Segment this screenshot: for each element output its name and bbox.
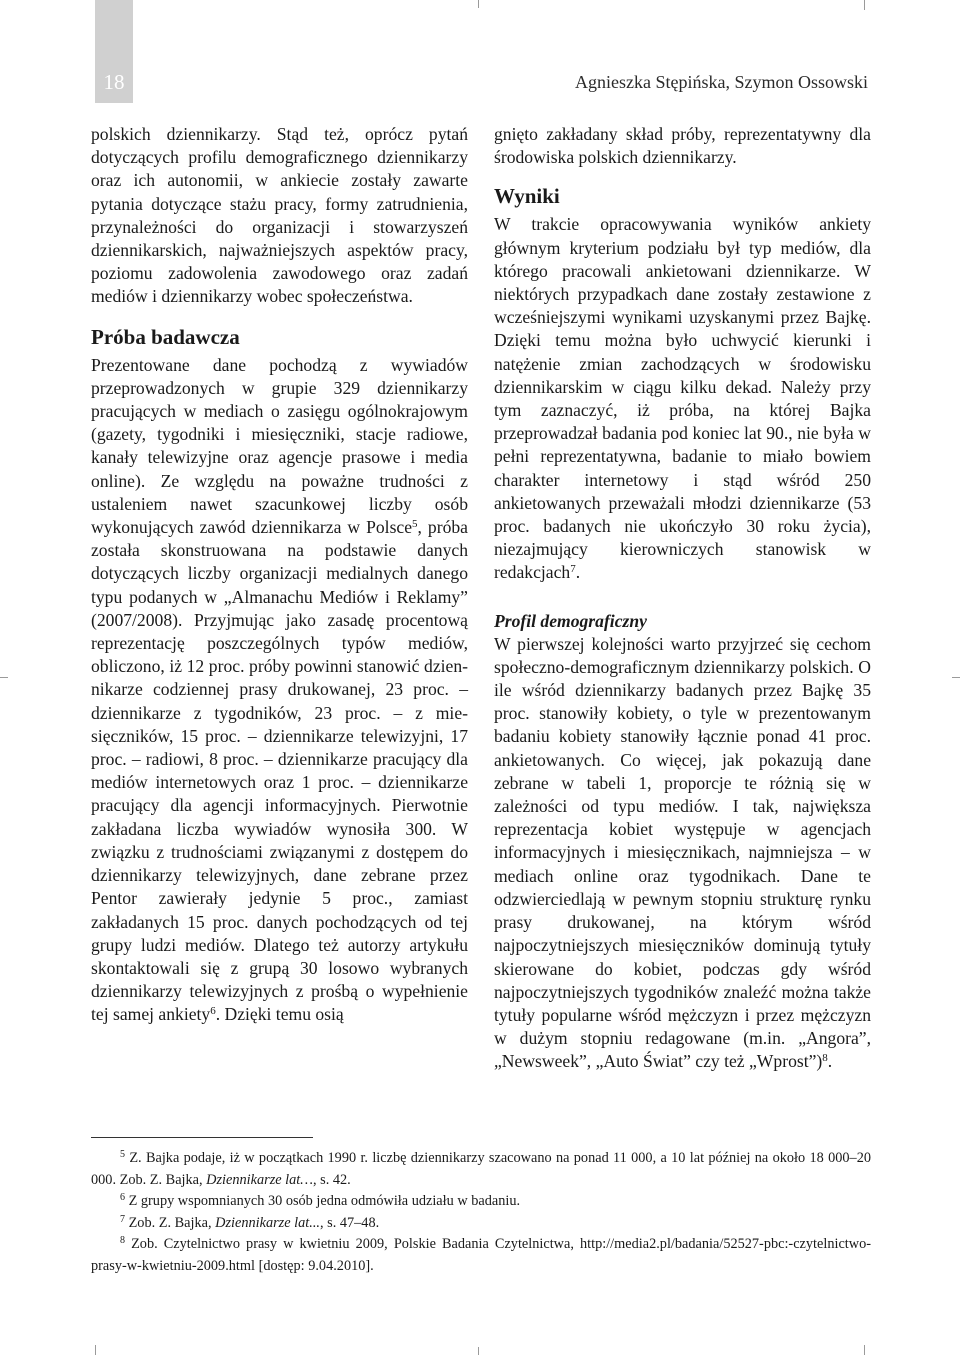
footnote-ref[interactable]: 8 (822, 1052, 828, 1065)
footnote-text: , s. 42. (312, 1171, 351, 1188)
footnotes (91, 1148, 871, 1277)
crop-mark (95, 1345, 96, 1355)
paragraph-text: . (827, 1051, 833, 1072)
footnote (91, 1148, 871, 1191)
footnote-divider (91, 1137, 313, 1138)
footnote (91, 1191, 871, 1213)
paragraph-text: , próba została skonstruowana na podstawie danych dotyczących liczby organizacji medialnych danego typu podanych w „Almanachu Mediów i Reklamy” (2007/2008). Przyjmując jako zasadę procentową reprezentację poszczególnych typów mediów, obliczono, iż 12 proc. próby powinni stanowić dziennikarze codziennej prasy drukowanej, 23 proc. – dziennikarze z tygodników, 23 proc. – z miesięczników, 15 proc. – dziennikarze telewizyjni, 17 proc. – radiowi, 8 proc. – dziennikarze pracujący dla mediów internetowych oraz 1 proc. – dziennikarze pracujący dla agencji informacyjnych. Pierwotnie zakładana liczba wywiadów wynosiła 300. W związku z trudnościami związanymi z dostępem do dziennikarzy telewizyjnych, dane zebrane przez Pentor zawierały jedynie 5 proc., zamiast zakładanych 15 proc. danych pochodzących od tej grupy ludzi mediów. Dlatego też autorzy artykułu skontaktowali się z grupą 30 losowo wybranych dziennikarzy telewizyjnych z prośbą o wypełnienie tej samej ankiety (91, 517, 468, 1025)
footnote-text: Z grupy wspomnianych 30 osób jedna odmówiła udziału w badaniu. (125, 1193, 521, 1209)
footnote-number: 8 (120, 1235, 125, 1246)
paragraph-text: W trakcie opracowywania wyników ankiety głównym kryterium podziału był typ mediów, dla którego pracowali ankietowani dziennikarze. W niektórych przypadkach dane zostały zestawione z wcześniejszymi wynikami uzyskanymi przez Bajkę. Dzięki temu można było uchwycić kierunki i natężenie zmian zachodzących w środowisku dziennikarskim w ciągu kilku dekad. Należy przy tym zaznaczyć, iż próba, na której Bajka przeprowadzał badania pod koniec lat 90., nie była w pełni reprezentatywna, badanie to miało bowiem charakter internetowy i stąd wśród 250 ankietowanych przeważali młodzi dziennikarze (53 proc. badanych nie ukończyło 30 roku życia), niezajmujący kierowniczych stanowisk w redakcjach (494, 214, 871, 583)
footnote-text: Z. Bajka podaje, iż w początkach 1990 r. liczbę dziennikarzy szacowano na ponad 11 000, a 10 lat później na około 18 000–20 000. Zob. Z. Bajka, (91, 1150, 871, 1188)
footnote-title: Dziennikarze lat… (206, 1171, 313, 1188)
body-paragraph (494, 633, 871, 1074)
footnote-text: , s. 47–48. (319, 1214, 380, 1231)
crop-mark (478, 1347, 479, 1355)
footnote (91, 1234, 871, 1277)
body-paragraph (91, 354, 468, 1027)
footnote-title: Dziennikarze lat... (215, 1214, 320, 1231)
paragraph-text: . Dzięki temu osią (215, 1004, 344, 1025)
body-paragraph (494, 213, 871, 584)
crop-mark (864, 0, 865, 10)
section-heading: Wyniki (494, 184, 560, 209)
page-number: 18 (103, 70, 125, 94)
running-head-authors: Agnieszka Stępińska, Szymon Ossowski (575, 72, 868, 92)
footnote-number: 6 (120, 1192, 125, 1203)
footnote-ref[interactable]: 7 (570, 563, 576, 576)
right-column (494, 123, 871, 1074)
footnote-ref[interactable]: 5 (412, 518, 418, 531)
crop-mark (0, 677, 8, 678)
body-paragraph: gnięto zakładany skład próby, reprezentatywny dla środowiska polskich dziennikarzy. (494, 124, 871, 168)
footnote-ref[interactable]: 6 (210, 1005, 216, 1018)
section-heading: Próba badawcza (91, 324, 240, 349)
paragraph-text: W pierwszej kolejności warto przyjrzeć się cechom społeczno-demograficznym dziennikarzy polskich. O ile wśród dziennikarzy badanych przez Bajkę 35 proc. stanowiły kobiety, o tyle w prezentowanym badaniu kobiety stanowiły łącznie ponad 41 proc. ankietowanych. Co więcej, jak pokazują dane zebrane w tabeli 1, proporcje te różnią się w zależności od typu mediów. I tak, największa reprezentacja kobiet występuje w agencjach informacyjnych i miesięcznikach, najmniejsza – w mediach online oraz tygodnikach. Dane te odzwierciedlają w pewnym stopniu strukturę rynku prasy drukowanej, na którym wśród najpoczytniejszych miesięczników dominują tytuły skierowane do kobiet, podczas gdy wśród najpoczytniejszych tygodników znaleźć można także tytuły popularne wśród mężczyzn i przez mężczyzn w dużym stopniu redagowane (m.in. „Angora”, „Newsweek”, „Auto Świat” czy też „Wprost”) (494, 633, 871, 1072)
footnote-text: Zob. Czytelnictwo prasy w kwietniu 2009, Polskie Badania Czytelnictwa, http://media2.pl/badania/52527-pbc:-czytelnictwo-prasy-w-kwietniu-2009.html [dostęp: 9.04.2010]. (91, 1236, 871, 1274)
footnote (91, 1213, 871, 1235)
body-paragraph: polskich dziennikarzy. Stąd też, oprócz pytań dotyczących profilu demograficznego dziennikarzy oraz ich autonomii, w ankiecie zostały zawarte pytania dotyczące stażu pracy, formy zatrudnienia, przynależności do organizacji i stowarzyszeń dziennikarskich, najważniejszych aspektów pracy, poziomu zadowolenia zawodowego oraz zadań mediów i dziennikarzy wobec społeczeństwa. (91, 124, 468, 307)
footnote-number: 7 (120, 1213, 125, 1225)
crop-mark (952, 677, 960, 678)
paragraph-text: Prezentowane dane pochodzą z wywiadów przeprowadzonych w grupie 329 dziennikarzy pracujących w mediach o zasięgu ogólnokrajowym (gazety, tygodniki i miesięczniki, stacje radiowe, kanały telewizyjne oraz agencje prasowe i media online). Ze względu na poważne trudności z ustaleniem nawet szacunkowej liczby osób wykonujących zawód dziennikarza w Polsce (91, 354, 468, 538)
subsection-heading: Profil demograficzny (494, 610, 647, 631)
paragraph-text: . (575, 562, 581, 583)
crop-mark (864, 1345, 865, 1355)
left-column (91, 123, 468, 1027)
footnote-number: 5 (120, 1149, 125, 1160)
footnote-text: Zob. Z. Bajka, (125, 1214, 216, 1231)
crop-mark (478, 0, 479, 8)
